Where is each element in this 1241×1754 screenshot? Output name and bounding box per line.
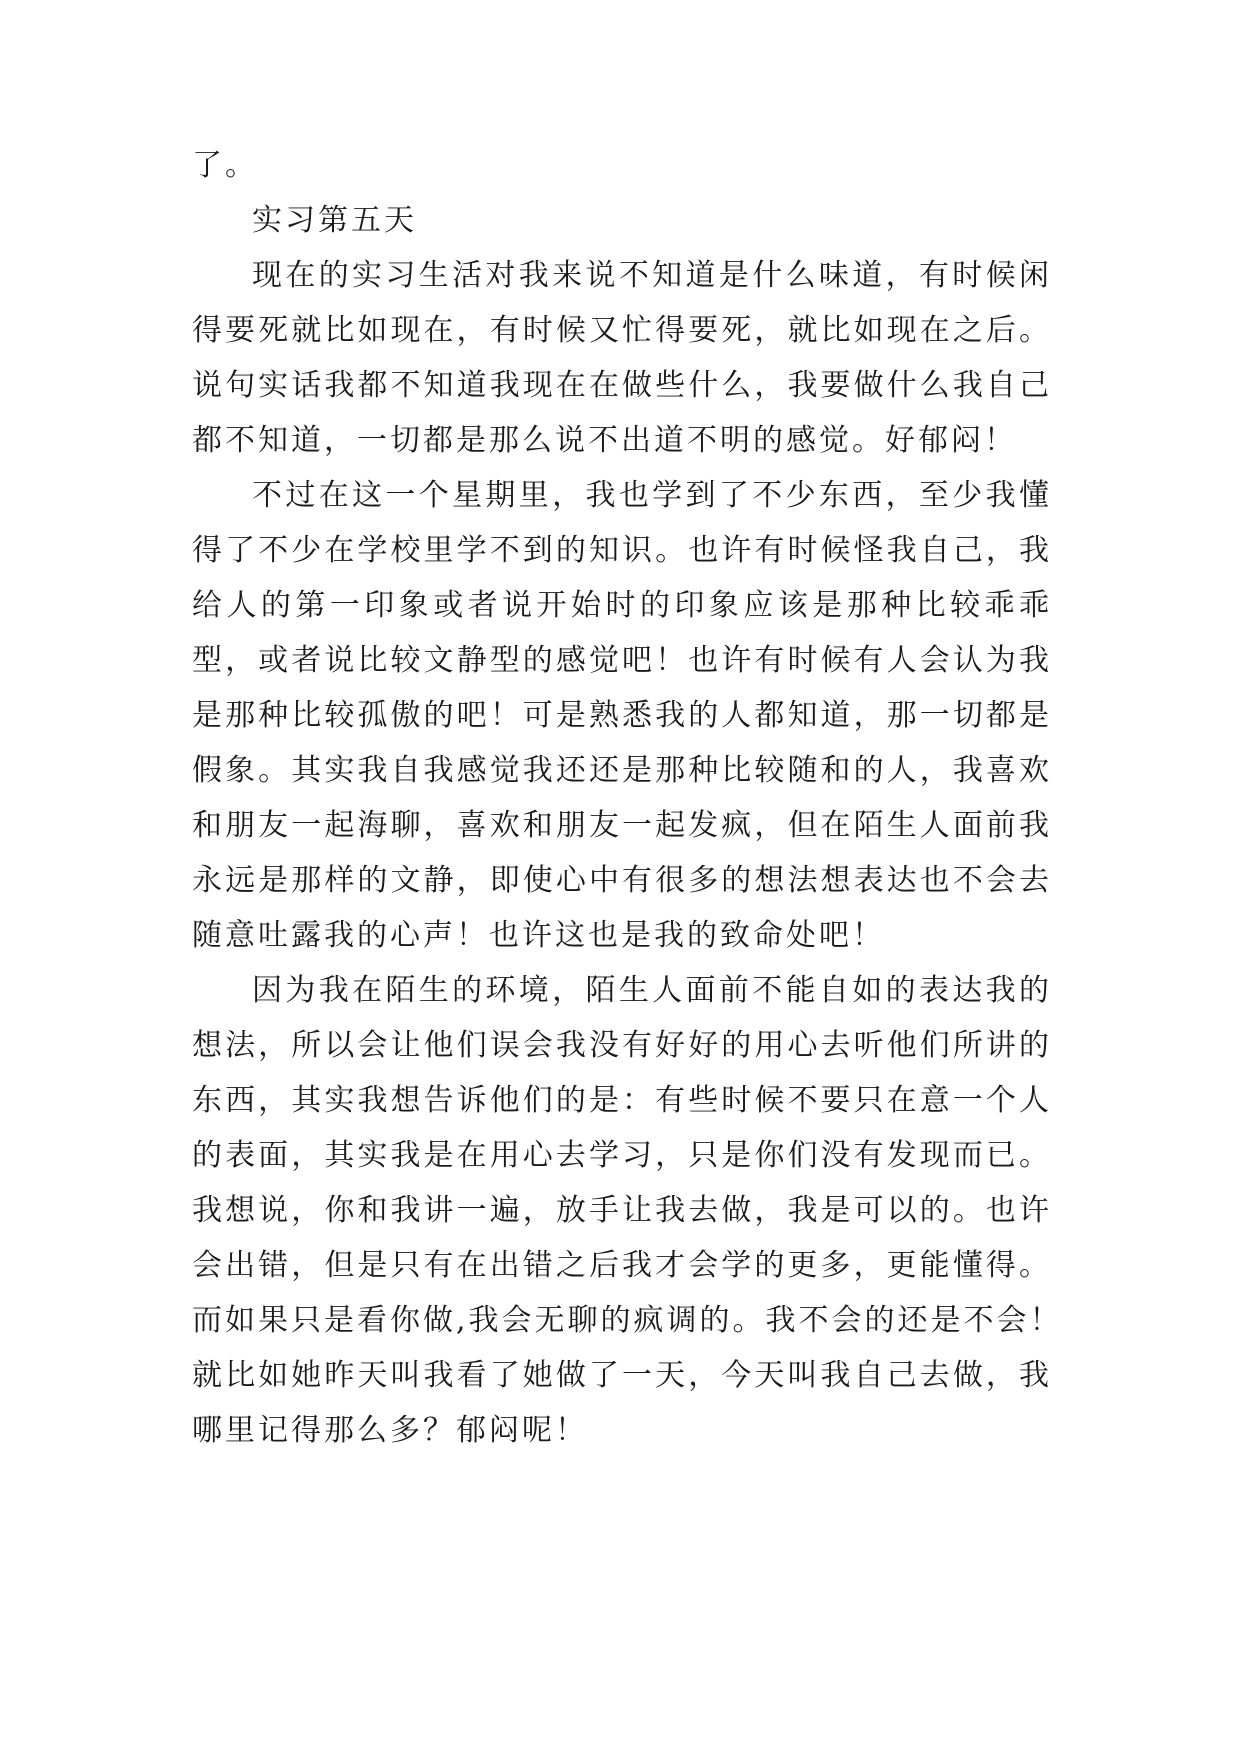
text-line: 说句实话我都不知道我现在在做些什么，我要做什么我自己 bbox=[192, 368, 1052, 403]
text-line: 不过在这一个星期里，我也学到了不少东西，至少我懂 bbox=[252, 478, 1052, 513]
text-line: 会出错，但是只有在出错之后我才会学的更多，更能懂得。 bbox=[192, 1248, 1052, 1283]
text-line: 了。 bbox=[192, 148, 258, 183]
text-line: 得了不少在学校里学不到的知识。也许有时候怪我自己，我 bbox=[192, 533, 1052, 568]
text-line: 假象。其实我自我感觉我还还是那种比较随和的人，我喜欢 bbox=[192, 753, 1052, 788]
text-line: 而如果只是看你做,我会无聊的疯调的。我不会的还是不会！ bbox=[192, 1303, 1063, 1338]
text-line: 东西，其实我想告诉他们的是：有些时候不要只在意一个人 bbox=[192, 1083, 1052, 1118]
text-line: 的表面，其实我是在用心去学习，只是你们没有发现而已。 bbox=[192, 1138, 1052, 1173]
text-line: 现在的实习生活对我来说不知道是什么味道，有时候闲 bbox=[252, 258, 1052, 293]
text-line: 哪里记得那么多？郁闷呢！ bbox=[192, 1413, 588, 1448]
text-line: 永远是那样的文静，即使心中有很多的想法想表达也不会去 bbox=[192, 863, 1052, 898]
text-line: 我想说，你和我讲一遍，放手让我去做，我是可以的。也许 bbox=[192, 1193, 1052, 1228]
text-line: 都不知道，一切都是那么说不出道不明的感觉。好郁闷！ bbox=[192, 423, 1017, 458]
text-line: 想法，所以会让他们误会我没有好好的用心去听他们所讲的 bbox=[192, 1028, 1052, 1063]
text-line: 是那种比较孤傲的吧！可是熟悉我的人都知道，那一切都是 bbox=[192, 698, 1052, 733]
text-line: 因为我在陌生的环境，陌生人面前不能自如的表达我的 bbox=[252, 973, 1052, 1008]
text-line: 得要死就比如现在，有时候又忙得要死，就比如现在之后。 bbox=[192, 313, 1052, 348]
text-line: 随意吐露我的心声！也许这也是我的致命处吧！ bbox=[192, 918, 885, 953]
text-line: 就比如她昨天叫我看了她做了一天，今天叫我自己去做，我 bbox=[192, 1358, 1052, 1393]
text-line: 给人的第一印象或者说开始时的印象应该是那种比较乖乖 bbox=[192, 588, 1052, 623]
text-line: 和朋友一起海聊，喜欢和朋友一起发疯，但在陌生人面前我 bbox=[192, 808, 1052, 843]
text-line: 型，或者说比较文静型的感觉吧！也许有时候有人会认为我 bbox=[192, 643, 1052, 678]
section-heading: 实习第五天 bbox=[252, 203, 417, 238]
